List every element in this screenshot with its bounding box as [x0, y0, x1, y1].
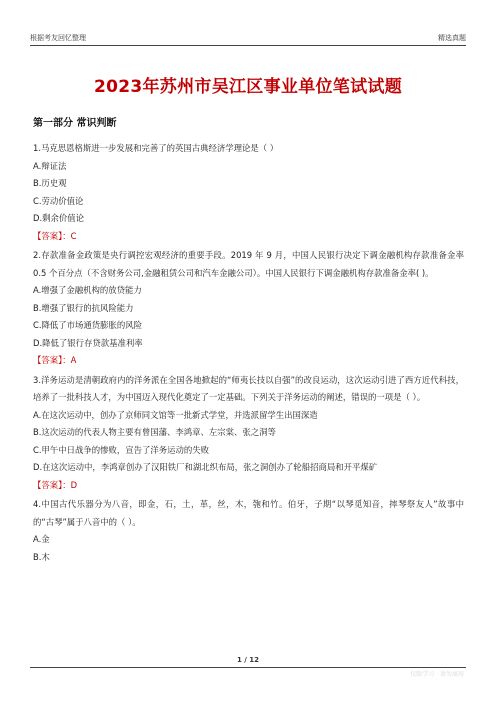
header-divider [30, 45, 466, 46]
option-a: A.增强了金融机构的放贷能力 [33, 285, 142, 295]
document-body [33, 114, 464, 568]
option-b: B.增强了银行的抗风险能力 [33, 302, 134, 313]
option-d: D.在这次运动中，李鸿章创办了汉阳铁厂和湖北织布局，张之洞创办了轮船招商局和开平煤矿 [33, 462, 378, 472]
footer-divider [30, 667, 466, 668]
header-right-text: 精选真题 [438, 34, 466, 42]
question-stem: 1.马克思恩格斯进一步发展和完善了的英国古典经济学理论是（ ） [33, 143, 279, 153]
option-b: B.这次运动的代表人物主要有曾国藩、李鸿章、左宗棠、张之洞等 [33, 427, 276, 437]
question-stem: 3.洋务运动是清朝政府内的洋务派在全国各地掀起的“师夷长技以自强”的改良运动，这次运动引进了西方近代科技，培养了一批科技人才，为中国迈入现代化奠定了一定基础。下列关于洋务运动的阐述，错误的一项是（ ）。 [33, 374, 464, 402]
page-number: 1 / 12 [236, 656, 260, 664]
option-b: B.木 [33, 551, 50, 562]
section-heading: 第一部分 常识判断 [33, 118, 117, 129]
option-b: B.历史观 [33, 178, 67, 188]
option-d: D.降低了银行存贷款基准利率 [33, 337, 143, 348]
question-4 [33, 496, 464, 566]
header-left-text: 根据考友回忆整理 [30, 34, 86, 42]
option-c: C.降低了市场通货膨胀的风险 [33, 320, 143, 330]
option-a: A.在这次运动中，创办了京师同文馆等一批新式学堂，并选派留学生出国深造 [33, 409, 318, 420]
page-title: 2023年苏州市吴江区事业单位笔试试题 [93, 77, 402, 97]
answer-label: 【答案】：D [33, 479, 78, 490]
option-c: C.甲午中日战争的惨败，宣告了洋务运动的失败 [33, 444, 210, 455]
answer-label: 【答案】：C [33, 230, 77, 241]
answer-label: 【答案】：A [33, 355, 77, 365]
question-stem: 4.中国古代乐器分为八音，即金，石，土，革，丝，木，匏和竹。伯牙，子期“以琴觅知音，摔琴祭友人”故事中的“古琴”属于八音中的（ ）。 [33, 499, 464, 527]
option-a: A.金 [33, 534, 50, 544]
question-2 [33, 247, 464, 370]
question-stem: 2.存款准备金政策是央行调控宏观经济的重要手段。2019 年 9 月，中国人民银行决定下调金融机构存款准备金率 0.5 个百分点（不含财务公司,金融租赁公司和汽车金融公司）。中国人民银行下调金融机构存款准备金率( )。 [33, 250, 464, 278]
page-header [30, 33, 466, 43]
watermark-text: 仅限学习 · 请勿商用 [410, 671, 464, 678]
option-a: A.辩证法 [33, 160, 67, 171]
option-c: C.劳动价值论 [33, 195, 84, 206]
option-d: D.剩余价值论 [33, 213, 84, 223]
question-1 [33, 140, 464, 245]
question-3 [33, 372, 464, 495]
